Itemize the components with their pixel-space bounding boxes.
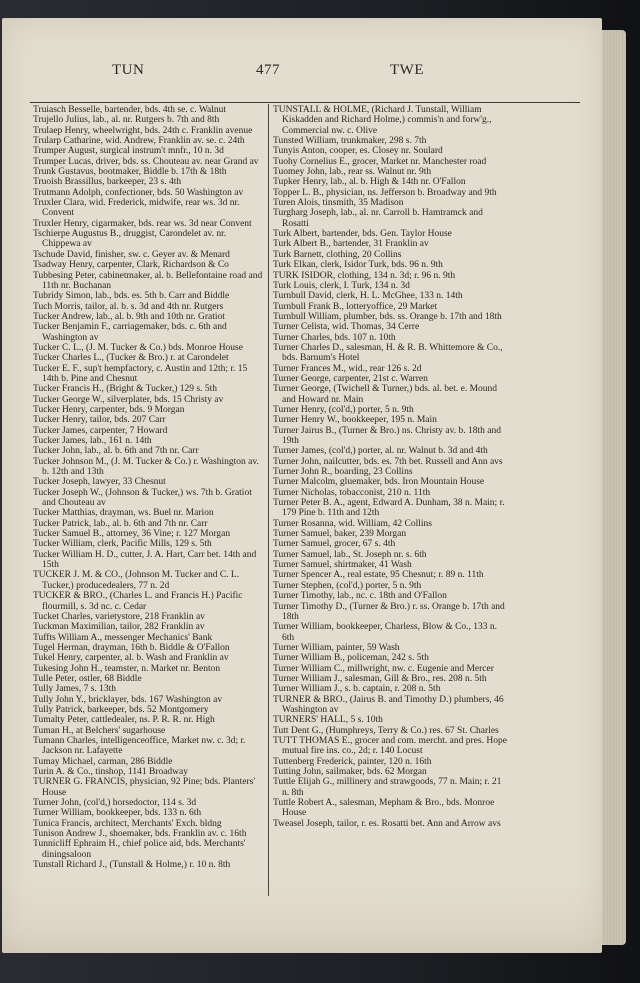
- directory-entry: Tunica Francis, architect, Merchants' Exch. bldng: [33, 818, 222, 829]
- page-header: [2, 62, 602, 88]
- directory-entry: Tunison Andrew J., shoemaker, bds. Franklin av. c. 16th: [33, 829, 247, 840]
- directory-entry: Tweasel Joseph, tailor, r. es. Rosatti bet. Ann and Arrow avs: [273, 818, 501, 829]
- page-edges: [600, 30, 626, 945]
- directory-entry: Trunk Gustavus, bootmaker, Biddle b. 17th & 18th: [33, 167, 227, 178]
- directory-entry: Turner William, painter, 59 Wash: [273, 642, 400, 653]
- directory-entry: Turner Samuel, baker, 239 Morgan: [273, 529, 407, 540]
- directory-entry: Turk Louis, clerk, I. Turk, 134 n. 3d: [273, 280, 410, 291]
- directory-entry: Turner Timothy D., (Turner & Bro.) r. ss. Orange b. 17th and 18th: [273, 601, 505, 622]
- directory-entry: TUCKER J. M. & CO., (Johnson M. Tucker and C. L. Tucker,) producedealers, 77 n. 2d: [33, 570, 240, 591]
- directory-entry: Turner Nicholas, tobacconist, 210 n. 11th: [273, 487, 431, 498]
- directory-entry: Turner John, (col'd,) horsedoctor, 114 s. 3d: [33, 798, 197, 809]
- directory-entry: Truxler Clara, wid. Frederick, midwife, rear ws. 3d nr. Convent: [33, 198, 240, 219]
- directory-entry: Tunstall Richard J., (Tunstall & Holme,) r. 10 n. 8th: [33, 860, 231, 871]
- directory-entry: Tutt Dent G., (Humphreys, Terry & Co.) res. 67 St. Charles: [273, 725, 499, 736]
- directory-entry: TUCKER & BRO., (Charles L. and Francis H.) Pacific flourmill, s. 3d nc. c. Cedar: [33, 591, 243, 612]
- directory-entry: Topper L. B., physician, ns. Jefferson b. Broadway and 9th: [273, 187, 497, 198]
- directory-entry: Tuman H., at Belchers' sugarhouse: [33, 725, 166, 736]
- directory-entry: Turner Samuel, shirtmaker, 41 Wash: [273, 560, 412, 571]
- directory-entry: Turner John, nailcutter, bds. es. 7th bet. Russell and Ann avs: [273, 456, 503, 467]
- directory-entry: Tugel Herman, drayman, 16th b. Biddle & O'Fallon: [33, 642, 230, 653]
- directory-entry: TUTT THOMAS E., grocer and com. mercht. and pres. Hope mutual fire ins. co., 2d; r. 140 Locust: [273, 735, 507, 757]
- directory-entry: Trumper August, surgical instrum't mnfr., 10 n. 3d: [33, 146, 224, 157]
- directory-entry: Turner William, bookkeeper, bds. 133 n. 6th: [33, 808, 202, 819]
- directory-entry: Tucker Joseph, lawyer, 33 Chesnut: [33, 477, 166, 488]
- directory-entry: Turner Timothy, lab., nc. c. 18th and O'Fallon: [273, 591, 447, 602]
- directory-entry: Tubridy Simon, lab., bds. es. 5th b. Carr and Biddle: [33, 291, 230, 302]
- directory-entry: Tucker Charles L., (Tucker & Bro.) r. at Carondelet: [33, 353, 229, 364]
- directory-entry: Turner William, bookkeeper, Charless, Blow & Co., 133 n. 6th: [273, 622, 498, 643]
- directory-entry: Turner Charles, bds. 107 n. 10th: [273, 332, 396, 343]
- directory-entry: Tunnicliff Ephraim H., chief police aid, bds. Merchants' diningsaloon: [33, 839, 246, 860]
- directory-entry: Tumann Charles, intelligenceoffice, Market nw. c. 3d; r. Jackson nr. Lafayette: [33, 735, 246, 757]
- directory-entry: Turk Albert B., bartender, 31 Franklin av: [273, 239, 429, 250]
- directory-entry: Truoish Brassillus, barkeeper, 23 s. 4th: [33, 177, 182, 188]
- directory-entry: Tully Patrick, barkeeper, bds. 52 Montgomery: [33, 704, 209, 715]
- directory-entry: Turner Celista, wid. Thomas, 34 Cerre: [273, 322, 420, 333]
- directory-entry: Turner Spencer A., real estate, 95 Chesnut; r. 89 n. 11th: [273, 570, 484, 581]
- directory-entry: Turgharg Joseph, lab., al. nr. Carroll b. Hamtramck and Rosatti: [273, 208, 483, 229]
- directory-entry: Turner Peter B. A., agent, Edward A. Dunham, 38 n. Main; r. 179 Pine b. 11th and 12th: [273, 498, 505, 519]
- directory-entry: Turner Stephen, (col'd,) porter, 5 n. 9th: [273, 580, 422, 591]
- directory-entry: Trulaep Henry, wheelwright, bds. 24th c. Franklin avenue: [33, 125, 253, 136]
- directory-entry: Tumay Michael, carman, 286 Biddle: [33, 756, 173, 767]
- directory-entry: Turner John R., boarding, 23 Collins: [273, 467, 413, 478]
- directory-entry: Tully John Y., bricklayer, bds. 167 Washington av: [33, 694, 223, 705]
- directory-entry: Tucker John, lab., al. b. 6th and 7th nr. Carr: [33, 446, 199, 457]
- directory-entry: Turner William B., policeman, 242 s. 5th: [273, 653, 429, 664]
- directory-entry: Turner Henry, (col'd,) porter, 5 n. 9th: [273, 404, 414, 415]
- directory-entry: Tuttle Elijah G., millinery and strawgoods, 77 n. Main; r. 21 n. 8th: [273, 777, 502, 798]
- directory-entry: Turner Charles D., salesman, H. & R. B. Whittemore & Co., bds. Barnum's Hotel: [273, 342, 503, 364]
- directory-entry: Tukel Henry, carpenter, al. b. Wash and Franklin av: [33, 653, 229, 664]
- page-number: 477: [256, 62, 280, 78]
- directory-entry: Turk Elkan, clerk, Isidor Turk, bds. 96 n. 9th: [273, 260, 443, 271]
- directory-entry: Turner Malcolm, gluemaker, bds. Iron Mountain House: [273, 477, 485, 488]
- directory-entry: Turner William J., salesman, Gill & Bro., res. 208 n. 5th: [273, 673, 487, 684]
- directory-entry: Tuckman Maximilian, tailor, 282 Franklin av: [33, 622, 205, 633]
- directory-entry: Turner William J., s. b. captain, r. 208 n. 5th: [273, 684, 441, 695]
- directory-entry: Tschude David, finisher, sw. c. Geyer av. & Menard: [33, 249, 230, 260]
- directory-entry: Tuttle Robert A., salesman, Mepham & Bro., bds. Monroe House: [273, 798, 495, 819]
- directory-entry: Turnbull William, plumber, bds. ss. Orange b. 17th and 18th: [273, 311, 502, 322]
- header-left-guide: TUN: [112, 62, 145, 78]
- directory-entry: Tucker William, clerk, Pacific Mills, 129 s. 5th: [33, 539, 212, 550]
- directory-entry: Tuffts William A., messenger Mechanics' Bank: [33, 632, 213, 643]
- directory-entry: Turk Barnett, clothing, 20 Collins: [273, 249, 402, 260]
- directory-entry: Tukesing John H., teamster, n. Market nr. Benton: [33, 663, 221, 674]
- directory-entry: Tucker Matthias, drayman, ws. Buel nr. Marion: [33, 508, 214, 519]
- left-column: [33, 105, 265, 870]
- directory-entry: Trujello Julius, lab., al. nr. Rutgers b. 7th and 8th: [33, 115, 220, 126]
- directory-entry: TUNSTALL & HOLME, (Richard J. Tunstall, William Kiskadden and Richard Holme,) commis'n and forw'g., Commercial nw. c. Olive: [273, 105, 492, 136]
- directory-entry: Tunsted William, trunkmaker, 298 s. 7th: [273, 136, 427, 147]
- directory-entry: Tsadway Henry, carpenter, Clark, Richardson & Co: [33, 260, 229, 271]
- directory-entry: Turin A. & Co., tinshop, 1141 Broadway: [33, 767, 189, 777]
- directory-entry: Turner Henry W., bookkeeper, 195 n. Main: [273, 415, 437, 426]
- directory-entry: Tuttenberg Frederick, painter, 120 n. 16th: [273, 756, 432, 767]
- directory-entry: Tutting John, sailmaker, bds. 62 Morgan: [273, 767, 427, 777]
- directory-entry: Tucker Francis H., (Bright & Tucker,) 129 s. 5th: [33, 384, 217, 395]
- directory-entry: Turner Rosanna, wid. William, 42 Collins: [273, 518, 433, 529]
- directory-entry: Tulle Peter, ostler, 68 Biddle: [33, 673, 142, 684]
- directory-entry: Tucker William H. D., cutter, J. A. Hart, Carr bet. 14th and 15th: [33, 549, 257, 571]
- directory-entry: Tucker Samuel B., attorney, 36 Vine; r. 127 Morgan: [33, 529, 231, 540]
- directory-entry: Turner James, (col'd,) porter, al. nr. Walnut b. 3d and 4th: [273, 446, 488, 457]
- directory-entry: Turner William C., millwright, nw. c. Eugenie and Mercer: [273, 663, 494, 674]
- directory-entry: Turnbull Frank B., lotteryoffice, 29 Market: [273, 301, 438, 312]
- directory-entry: Tucker Joseph W., (Johnson & Tucker,) ws. 7th b. Gratiot and Chouteau av: [33, 487, 252, 509]
- directory-entry: Tucker George W., silverplater, bds. 15 Christy av: [33, 394, 224, 405]
- page-stain: [2, 883, 602, 953]
- directory-entry: Tucker Henry, tailor, bds. 207 Carr: [33, 415, 166, 426]
- directory-entry: Turner George, carpenter, 21st c. Warren: [273, 373, 428, 384]
- directory-entry: Tumalty Peter, cattledealer, ns. P. R. R. nr. High: [33, 715, 215, 726]
- directory-entry: Tully James, 7 s. 13th: [33, 684, 117, 695]
- directory-entry: Tucker James, carpenter, 7 Howard: [33, 425, 168, 436]
- directory-entry: Trumper Lucas, driver, bds. ss. Chouteau av. near Grand av: [33, 156, 259, 167]
- directory-entry: Tucker Patrick, lab., al. b. 6th and 7th nr. Carr: [33, 518, 208, 529]
- directory-entry: Tucker Andrew, lab., al. b. 9th and 10th nr. Gratiot: [33, 311, 225, 322]
- directory-entry: Trutmann Adolph, confectioner, bds. 50 Washington av: [33, 187, 244, 198]
- directory-entry: Turner Samuel, grocer, 67 s. 4th: [273, 539, 396, 550]
- directory-entry: Tuomey John, lab., rear ss. Walnut nr. 9th: [273, 167, 432, 178]
- directory-entry: Tucker Henry, carpenter, bds. 9 Morgan: [33, 404, 185, 415]
- directory-entry: Turner Frances M., wid., rear 126 s. 2d: [273, 363, 422, 374]
- directory-entry: Tucker E. F., sup't hempfactory, c. Austin and 12th; r. 15 14th b. Pine and Chesnut: [33, 363, 248, 384]
- directory-entry: Tunyis Anton, cooper, es. Closey nr. Soulard: [273, 146, 443, 157]
- header-rule: [30, 102, 580, 103]
- directory-entry: Tubbesing Peter, cabinetmaker, al. b. Bellefontaine road and 11th nr. Buchanan: [33, 270, 263, 291]
- directory-entry: Truxler Henry, cigarmaker, bds. rear ws. 3d near Convent: [33, 218, 252, 229]
- directory-page: [2, 18, 602, 953]
- directory-entry: Tuch Morris, tailor, al. b. s. 3d and 4th nr. Rutgers: [33, 301, 224, 312]
- directory-entry: Turner George, (Twichell & Turner,) bds. al. bet. e. Mound and Howard nr. Main: [273, 384, 498, 405]
- directory-entry: Tucker C. L., (J. M. Tucker & Co.) bds. Monroe House: [33, 342, 243, 353]
- header-right-guide: TWE: [390, 62, 424, 78]
- directory-entry: Turnbull David, clerk, H. L. McGhee, 133 n. 14th: [273, 291, 463, 302]
- directory-entry: Tucker Benjamin F., carriagemaker, bds. c. 6th and Washington av: [33, 322, 227, 343]
- right-column: [273, 105, 509, 829]
- directory-entry: Trularp Catharine, wid. Andrew, Franklin av. se. c. 24th: [33, 136, 245, 147]
- directory-entry: Tuohy Cornelius E., grocer, Market nr. Manchester road: [273, 156, 487, 167]
- directory-entry: Turen Alois, tinsmith, 35 Madison: [273, 198, 404, 209]
- directory-entry: TURK ISIDOR, clothing, 134 n. 3d; r. 96 n. 9th: [273, 270, 456, 281]
- directory-entry: Tucker Johnson M., (J. M. Tucker & Co.) r. Washington av. b. 12th and 13th: [33, 456, 259, 478]
- directory-entry: Tucket Charles, varietystore, 218 Franklin av: [33, 611, 205, 622]
- directory-entry: Tupker Henry, lab., al. b. High & 14th nr. O'Fallon: [273, 177, 466, 188]
- directory-entry: Turner Samuel, lab., St. Joseph nr. s. 6th: [273, 549, 427, 560]
- directory-entry: TURNER G. FRANCIS, physician, 92 Pine; bds. Planters' House: [33, 777, 256, 798]
- directory-entry: TURNER & BRO., (Jairus B. and Timothy D.) plumbers, 46 Washington av: [273, 694, 504, 715]
- directory-entry: Turner Jairus B., (Turner & Bro.) ns. Christy av. b. 18th and 19th: [273, 425, 501, 446]
- directory-entry: Tschierpe Augustus B., druggist, Carondelet av. nr. Chippewa av: [33, 229, 227, 250]
- directory-entry: Tucker James, lab., 161 n. 14th: [33, 436, 152, 446]
- directory-entry: TURNERS' HALL, 5 s. 10th: [273, 715, 383, 726]
- directory-entry: Truiasch Besselle, bartender, bds. 4th se. c. Walnut: [33, 105, 227, 115]
- column-divider: [268, 104, 269, 896]
- directory-entry: Turk Albert, bartender, bds. Gen. Taylor House: [273, 229, 452, 240]
